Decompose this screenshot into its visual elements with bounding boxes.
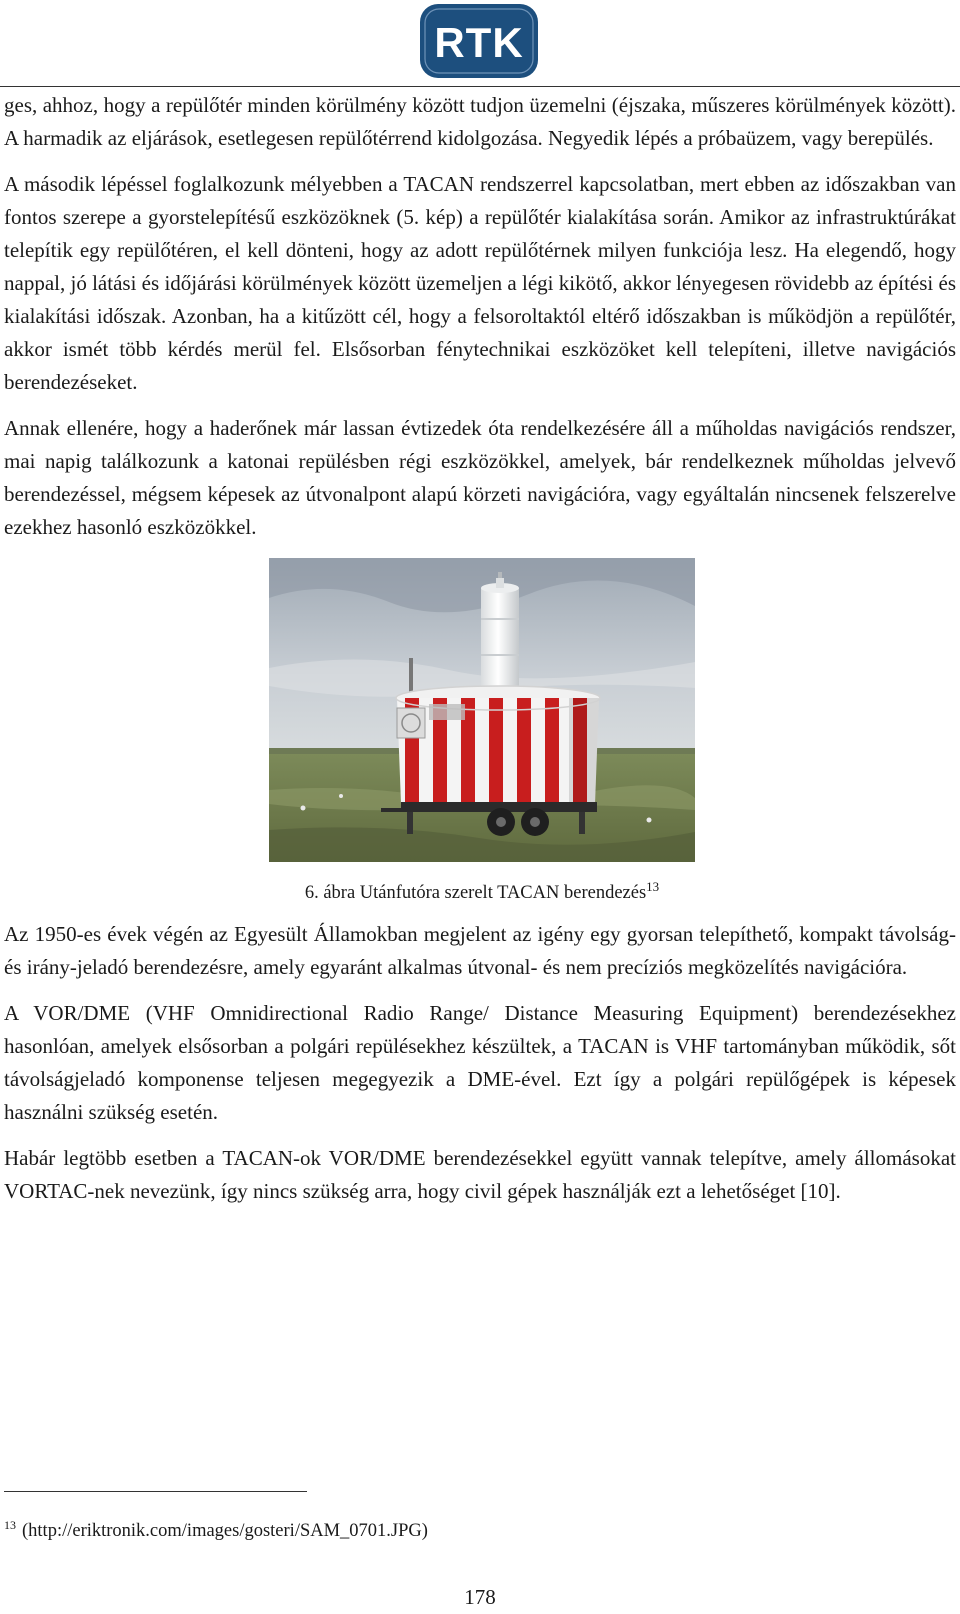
- figure-caption-text: 6. ábra Utánfutóra szerelt TACAN berendezés: [304, 883, 647, 903]
- paragraph-4: Az 1950-es évek végén az Egyesült Államokban megjelent az igény egy gyorsan telepíthető, kompakt távolság- és irány-jeladó berendezésre, amely egyaránt alkalmas útvonal- és nem precíziós megközelítés navigációra.: [4, 922, 956, 979]
- header-rule: [0, 86, 960, 87]
- paragraph-1: ges, ahhoz, hogy a repülőtér minden körülmény között tudjon üzemelni (éjszaka, műszeres körülmények között). A harmadik az eljárások, esetlegesen repülőtérrend kidolgozása. Negyedik lépés a próbaüzem, vagy berepülés.: [4, 93, 956, 150]
- paragraph-2: A második lépéssel foglalkozunk mélyebben a TACAN rendszerrel kapcsolatban, mert ebben az időszakban van fontos szerepe a gyorstelepítésű eszközöknek (5. kép) a repülőtér kialakítása során. Amikor az infrastruktúrákat telepítik egy repülőtéren, el kell dönteni, hogy az adott repülőtérnek milyen funkciója lesz. Ha elegendő, hogy nappal, jó látási és időjárási körülmények között üzemeljen a légi kikötő, akkor lényegesen rövidebb az építési és kialakítási időszak. Azonban, ha a kitűzött cél, hogy a felsoroltaktól eltérő időszakban is működjön a repülőtér, akkor ismét több kérdés merül fel. Elsősorban fénytechnikai eszközöket kell telepíteni, illetve navigációs berendezéseket.: [4, 172, 956, 394]
- photo-ac-unit: [397, 708, 425, 738]
- page-number: 178: [464, 1585, 496, 1609]
- paragraph-5: A VOR/DME (VHF Omnidirectional Radio Range/ Distance Measuring Equipment) berendezésekhez hasonlóan, amelyek elsősorban a polgári repülésekhez készültek, a TACAN is VHF tartományban működik, sőt távolságjeladó komponense teljesen megegyezik a DME-ével. Ezt így a polgári repülőgépek is képesek használni szükség esetén.: [4, 1001, 956, 1124]
- tacan-trailer-photo: [269, 558, 695, 862]
- photo-tower: [481, 588, 519, 700]
- footnote-link[interactable]: (http://eriktronik.com/images/gosteri/SAM_0701.JPG): [22, 1521, 428, 1541]
- figure-caption: [6, 878, 958, 908]
- main-text: [4, 89, 956, 1221]
- paragraph-6: Habár legtöbb esetben a TACAN-ok VOR/DME berendezésekkel együtt vannak telepítve, amely állomásokat VORTAC-nek nevezünk, így nincs szükség arra, hogy civil gépek használják ezt a lehetőséget [10].: [4, 1146, 956, 1203]
- rtk-logo: [418, 2, 540, 80]
- logo-text: RTK: [434, 19, 524, 66]
- figure-tacan-trailer: [269, 558, 695, 862]
- footnote-number: 13: [4, 1517, 16, 1532]
- paragraph-3: Annak ellenére, hogy a haderőnek már lassan évtizedek óta rendelkezésére áll a műholdas navigációs rendszer, mai napig találkozunk a katonai repülésben régi eszközökkel, amelyek, bár rendelkeznek műholdas jelvevő berendezéssel, mégsem képesek az útvonalpont alapú körzeti navigációra, vagy egyáltalán nincsenek felszerelve ezekhez hasonló eszközökkel.: [4, 416, 956, 539]
- footnote-reference[interactable]: 13: [646, 878, 660, 894]
- footnote: [4, 1518, 428, 1544]
- footnote-separator: [4, 1491, 307, 1492]
